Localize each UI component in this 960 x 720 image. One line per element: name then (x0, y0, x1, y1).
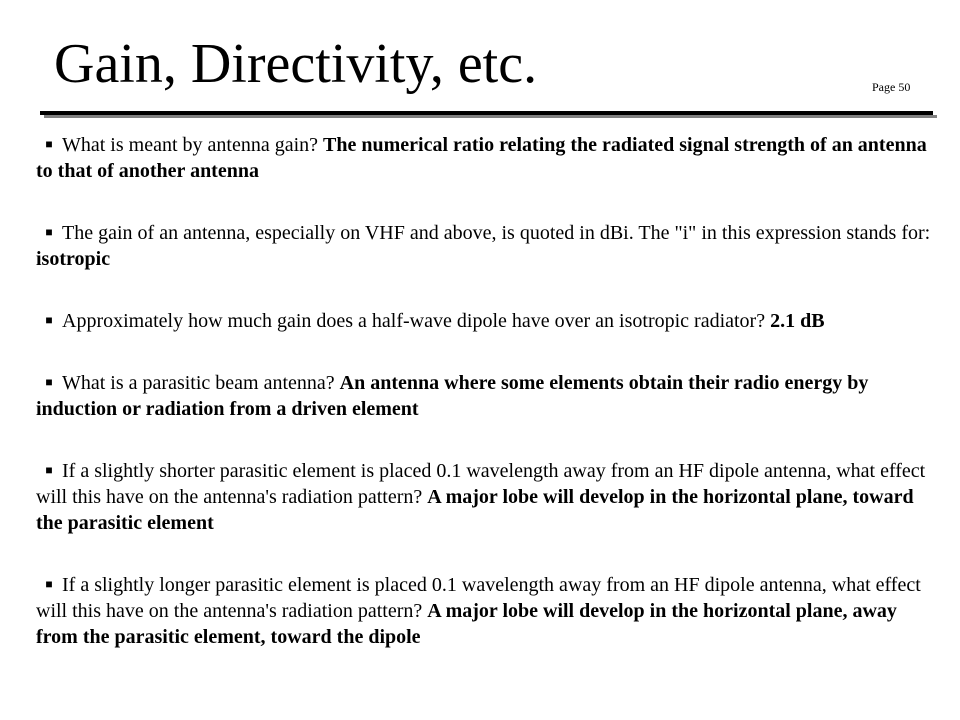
bullet-square-icon: ■ (45, 137, 53, 151)
bullet-item (36, 457, 936, 536)
bullet-item (36, 369, 936, 422)
bullet-item (36, 219, 936, 272)
bullet-question: If a slightly longer parasitic element is placed 0.1 wavelength away from an HF dipole antenna, what effect will this have on the antenna's radiation pattern? (36, 574, 921, 622)
bullet-item (36, 571, 936, 650)
bullet-square-icon: ■ (45, 313, 53, 327)
bullet-question: What is meant by antenna gain? (62, 134, 324, 156)
bullet-square-icon: ■ (45, 225, 53, 239)
bullet-answer: A major lobe will develop in the horizontal plane, away from the parasitic element, toward the dipole (36, 600, 897, 648)
bullet-item (36, 307, 936, 334)
bullet-answer: 2.1 dB (770, 310, 825, 332)
bullet-square-icon: ■ (45, 463, 53, 477)
bullet-answer: isotropic (36, 248, 111, 270)
bullet-question: The gain of an antenna, especially on VHF and above, is quoted in dBi. The "i" in this expression stands for: (62, 222, 931, 244)
bullet-question: If a slightly shorter parasitic element is placed 0.1 wavelength away from an HF dipole antenna, what effect will this have on the antenna's radiation pattern? (36, 460, 926, 508)
bullet-question: Approximately how much gain does a half-wave dipole have over an isotropic radiator? (62, 310, 771, 332)
bullet-answer: A major lobe will develop in the horizontal plane, toward the parasitic element (36, 486, 914, 534)
bullet-question: What is a parasitic beam antenna? (62, 372, 340, 394)
page-number: Page 50 (872, 80, 911, 94)
slide-title: Gain, Directivity, etc. (54, 33, 538, 95)
bullet-square-icon: ■ (45, 577, 53, 591)
bullet-list (36, 131, 936, 685)
title-underline-shadow (44, 115, 937, 118)
bullet-answer: The numerical ratio relating the radiated signal strength of an antenna to that of another antenna (36, 134, 927, 182)
bullet-square-icon: ■ (45, 375, 53, 389)
bullet-answer: An antenna where some elements obtain their radio energy by induction or radiation from a driven element (36, 372, 869, 420)
bullet-item (36, 131, 936, 184)
